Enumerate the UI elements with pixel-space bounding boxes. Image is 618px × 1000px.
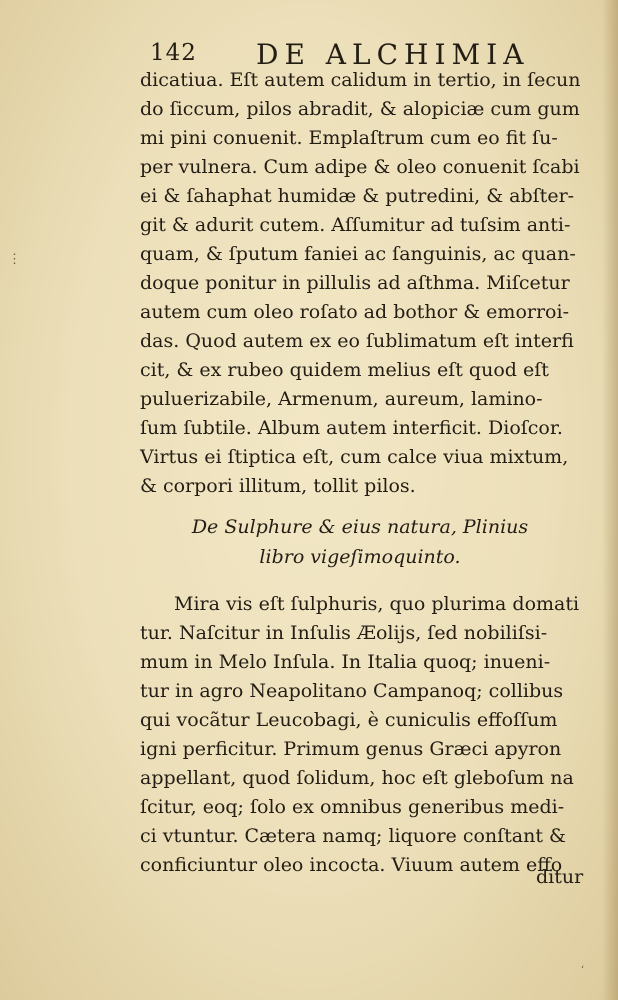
text-line: tur. Naſcitur in Inſulis Æolijs, ſed nobiliſsi- [140, 622, 548, 644]
text-line: dicatiua. Eſt autem calidum in tertio, in ſecun [140, 69, 581, 91]
text-line: qui vocãtur Leucobagi, è cuniculis effoſſum [140, 709, 558, 731]
text-line: das. Quod autem ex eo ſublimatum eſt interfi [140, 330, 574, 352]
text-line: per vulnera. Cum adipe & oleo conuenit ſcabi [140, 156, 580, 178]
page-number: 142 [150, 40, 197, 66]
text-line: ſcitur, eoq; ſolo ex omnibus generibus medi- [140, 796, 565, 818]
heading-line: De Sulphure & eius natura, Plinius [191, 516, 529, 538]
text-line: appellant, quod ſolidum, hoc eſt gleboſum na [140, 767, 574, 789]
text-line: mi pini conuenit. Emplaſtrum cum eo fit ſu- [140, 127, 558, 149]
text-line: igni perficitur. Primum genus Græci apyron [140, 738, 562, 760]
text-line: Virtus ei ſtiptica eſt, cum calce viua mixtum, [140, 446, 569, 468]
text-line: doque ponitur in pillulis ad aſthma. Miſcetur [140, 272, 570, 294]
text-line: ſum ſubtile. Album autem interficit. Dioſcor. [140, 417, 563, 439]
text-line: conficiuntur oleo incocta. Viuum autem effo [140, 854, 563, 876]
text-line: cit, & ex rubeo quidem melius eſt quod eſt [140, 359, 549, 381]
catchword: ditur [536, 866, 584, 888]
heading-line: libro vigeſimoquinto. [259, 546, 461, 568]
text-line: puluerizabile, Armenum, aureum, lamino- [140, 388, 543, 410]
text-line: do ſiccum, pilos abradit, & alopiciæ cum gum [140, 98, 580, 120]
text-line: tur in agro Neapolitano Campanoq; collibus [140, 680, 564, 702]
text-line: & corpori illitum, tollit pilos. [140, 475, 416, 497]
running-title: DE ALCHIMIA [256, 38, 530, 71]
text-line: ei & ſahaphat humidæ & putredini, & abſter- [140, 185, 575, 207]
page-edge-shadow [602, 0, 618, 1000]
paragraph-2 [140, 590, 590, 880]
text-line: git & adurit cutem. Aſſumitur ad tuſsim anti- [140, 214, 571, 236]
text-line: mum in Melo Inſula. In Italia quoq; inueni- [140, 651, 551, 673]
text-line: ci vtuntur. Cætera namq; liquore conſtant & [140, 825, 566, 847]
text-line: autem cum oleo roſato ad bothor & emorroi- [140, 301, 569, 323]
paragraph-1 [140, 66, 590, 501]
text-line: Mira vis eſt ſulphuris, quo plurima domati [174, 593, 580, 615]
margin-ink-mark: ⋮ [8, 252, 21, 267]
section-heading [150, 512, 570, 572]
page-corner-mark: ‘ [580, 965, 584, 976]
text-line: quam, & ſputum faniei ac ſanguinis, ac quan- [140, 243, 576, 265]
